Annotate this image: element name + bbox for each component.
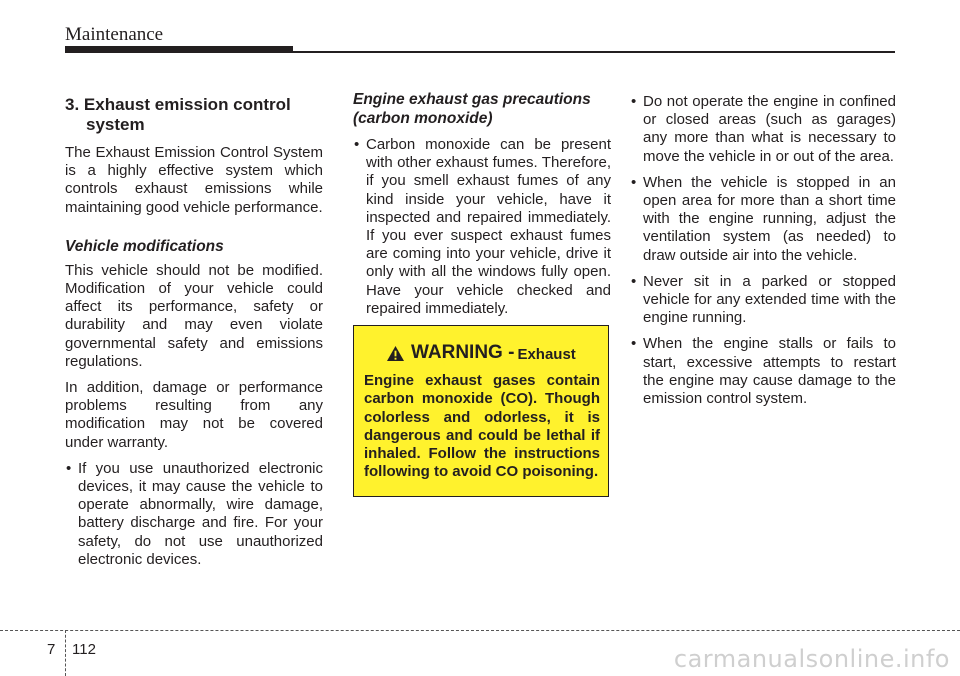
warning-box [353, 325, 609, 497]
warning-subject: Exhaust [517, 346, 576, 363]
bullet-list [630, 93, 896, 408]
warning-label: WARNING - [411, 342, 515, 363]
list-item: • Do not operate the engine in confined or closed areas (such as garages) any more than what is necessary to move the vehicle in or out of the area. [631, 93, 896, 165]
page-number: 112 [72, 641, 96, 658]
list-item: • Carbon monoxide can be present with other exhaust fumes. Therefore, if you smell exhaust fumes of any kind inside your vehicle, have it inspected and repaired immediately. If you ever suspect exhaust fumes are coming into your vehicle, drive it only with all the windows fully open. Have your vehicle checked and repaired immediately. [354, 136, 611, 317]
paragraph-warranty: In addition, damage or performance problems resulting from any modification may not be covered under warranty. [65, 379, 323, 451]
intro-paragraph: The Exhaust Emission Control System is a highly effective system which controls exhaust emissions while maintaining good vehicle performance. [65, 144, 323, 216]
bullet-dot-icon: • [631, 335, 637, 353]
bullet-list [65, 460, 323, 569]
bullet-dot-icon: • [631, 93, 637, 110]
section-title: 3. Exhaust emission control system [65, 95, 291, 134]
bullet-dot-icon: • [354, 136, 360, 153]
header-rule-thin [293, 51, 895, 53]
warning-body: Engine exhaust gases contain carbon monoxide (CO). Though colorless and odorless, it is dangerous and could be lethal if inhaled. Follow the instructions following to avoid CO poisoning. [364, 372, 600, 481]
bullet-list [353, 136, 611, 318]
watermark: carmanualsonline.info [673, 645, 950, 673]
list-item: • Never sit in a parked or stopped vehicle for any extended time with the engine running. [631, 272, 896, 327]
list-item: • When the engine stalls or fails to start, excessive attempts to restart the engine may cause damage to the emission control system. [631, 335, 896, 408]
column-middle [353, 90, 611, 326]
column-left [65, 90, 323, 577]
list-item: • When the vehicle is stopped in an open area for more than a short time with the engine running, adjust the ventilation system (as needed) to draw outside air into the vehicle. [631, 173, 896, 264]
bullet-dot-icon: • [66, 459, 72, 477]
bullet-dot-icon: • [631, 272, 637, 290]
header-rule-thick [65, 46, 293, 53]
subheading-exhaust-precautions: Engine exhaust gas precautions (carbon monoxide) [353, 91, 591, 127]
footer-divider [0, 630, 960, 631]
warning-triangle-icon [386, 345, 405, 362]
list-item: • If you use unauthorized electronic devices, it may cause the vehicle to operate abnormally, wire damage, battery discharge and fire. For your safety, do not use unauthorized electronic devices. [66, 459, 323, 568]
paragraph-modifications: This vehicle should not be modified. Modification of your vehicle could affect its performance, safety or durability and may even violate governmental safety and emissions regulations. [65, 261, 323, 370]
column-right [630, 93, 896, 416]
header-title: Maintenance [65, 24, 164, 45]
bullet-dot-icon: • [631, 173, 637, 191]
chapter-number: 7 [47, 641, 56, 658]
warning-header [364, 342, 600, 364]
footer-vertical-divider [65, 630, 66, 676]
subheading-vehicle-modifications: Vehicle modifications [65, 237, 224, 255]
